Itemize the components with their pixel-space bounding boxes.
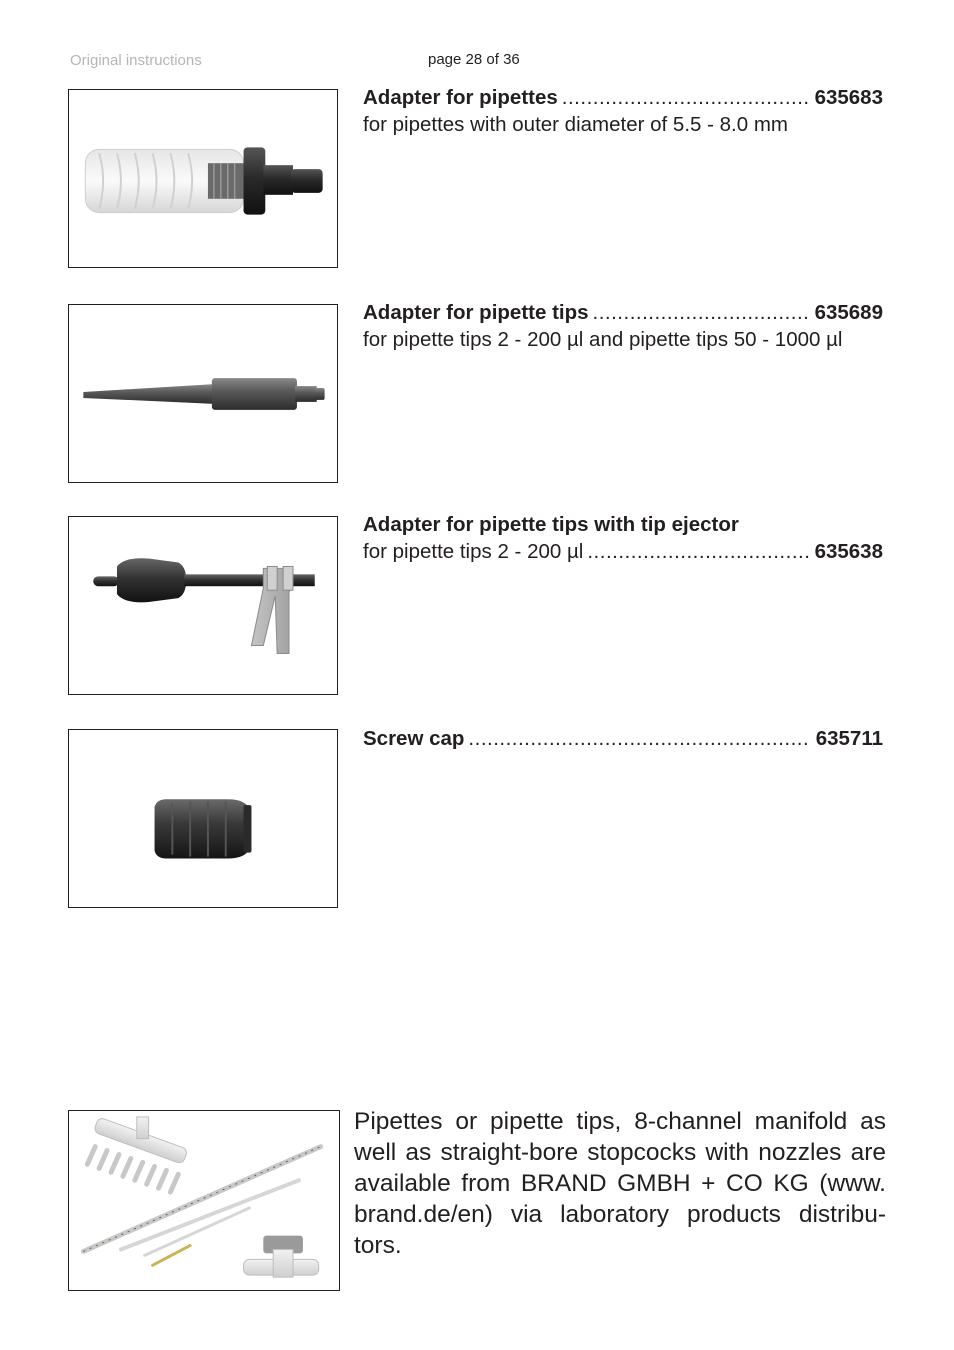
- screw-cap-image: [68, 729, 338, 908]
- header-section-label: Original instructions: [70, 52, 202, 69]
- leader-dots: [587, 538, 808, 565]
- item-pipette-tip-adapter: [363, 299, 883, 353]
- item-title: Adapter for pipette tips with tip ejector: [363, 513, 739, 536]
- item-screw-cap: [363, 725, 883, 752]
- item-code: 635689: [814, 301, 883, 324]
- leader-dots: [593, 299, 809, 326]
- leader-dots: [562, 84, 809, 111]
- item-pipette-adapter: [363, 84, 883, 138]
- item-code: 635683: [814, 86, 883, 109]
- tip-ejector-adapter-image: [68, 516, 338, 695]
- page-number: page 28 of 36: [428, 51, 520, 68]
- item-title: Screw cap: [363, 727, 465, 750]
- item-description: for pipette tips 2 - 200 µl and pipette tips 50 - 1000 µl: [363, 328, 843, 351]
- item-code: 635638: [814, 540, 883, 563]
- leader-dots: [468, 725, 809, 752]
- item-title: Adapter for pipette tips: [363, 301, 589, 324]
- pipette-tip-adapter-image: [68, 304, 338, 483]
- item-description: for pipettes with outer diameter of 5.5 - 8.0 mm: [363, 113, 788, 136]
- pipette-adapter-image: [68, 89, 338, 268]
- item-description: for pipette tips 2 - 200 µl: [363, 540, 584, 563]
- item-code: 635711: [815, 727, 883, 750]
- pipettes-manifold-stopcock-image: [68, 1110, 340, 1291]
- item-title: Adapter for pipettes: [363, 86, 558, 109]
- availability-note: Pipettes or pipette tips, 8-channel manifold as well as straight-bore stopcocks with nozzles are available from BRAND GMBH + CO KG (www. brand.de/en) via laboratory products distribu- tors.: [354, 1108, 886, 1259]
- item-tip-ejector-adapter: [363, 511, 883, 565]
